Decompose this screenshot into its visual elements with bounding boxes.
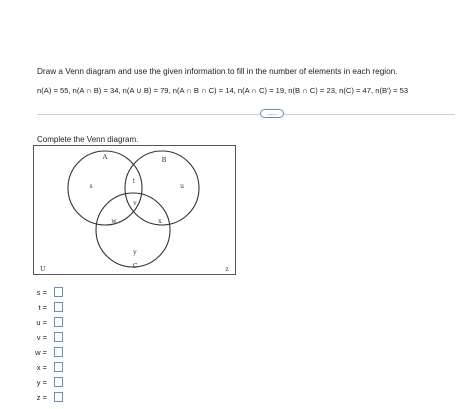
answer-row-w: [30, 347, 70, 359]
region-label-v: v: [133, 200, 137, 207]
answer-input-u[interactable]: [54, 317, 63, 327]
answer-label-v: v =: [36, 333, 47, 342]
venn-title: Complete the Venn diagram.: [37, 135, 139, 144]
answer-input-w[interactable]: [54, 347, 63, 357]
answer-label-x: x =: [36, 363, 47, 372]
region-label-s: s: [89, 183, 93, 190]
region-label-u: u: [180, 183, 184, 190]
show-more-button[interactable]: .....: [260, 109, 284, 118]
region-label-w: w: [111, 218, 117, 225]
answer-input-t[interactable]: [54, 302, 63, 312]
set-label-b: B: [161, 156, 167, 164]
answer-input-z[interactable]: [54, 392, 63, 402]
venn-svg: [34, 146, 235, 274]
answer-input-y[interactable]: [54, 377, 63, 387]
venn-diagram: [33, 145, 236, 275]
given-information: n(A) = 55, n(A ∩ B) = 34, n(A ∪ B) = 79, n(A ∩ B ∩ C) = 14, n(A ∩ C) = 19, n(B ∩ C) = 23, n(C) = 47, n(B′) = 53: [37, 86, 409, 95]
answer-input-s[interactable]: [54, 287, 63, 297]
answer-row-t: [30, 302, 70, 314]
answer-label-z: z =: [36, 393, 47, 402]
answer-label-t: t =: [38, 303, 47, 312]
divider: [37, 114, 455, 115]
answer-input-v[interactable]: [54, 332, 63, 342]
answer-label-s: s =: [36, 288, 47, 297]
set-label-a: A: [102, 153, 108, 161]
region-label-x: x: [158, 218, 162, 225]
answer-row-x: [30, 362, 70, 374]
answer-row-v: [30, 332, 70, 344]
answer-row-s: [30, 287, 70, 299]
set-label-universe: U: [40, 265, 46, 273]
question-instruction: Draw a Venn diagram and use the given information to fill in the number of elements in each region.: [37, 67, 398, 76]
answer-label-y: y =: [36, 378, 47, 387]
region-label-t: t: [132, 178, 136, 185]
answer-label-w: w =: [35, 348, 47, 357]
circle-a: [68, 151, 142, 225]
answer-row-z: [30, 392, 70, 404]
set-label-c: C: [132, 262, 138, 270]
region-label-z: z: [225, 266, 229, 273]
answer-label-u: u =: [36, 318, 47, 327]
answer-input-x[interactable]: [54, 362, 63, 372]
answer-row-u: [30, 317, 70, 329]
region-label-y: y: [133, 249, 137, 256]
answer-row-y: [30, 377, 70, 389]
